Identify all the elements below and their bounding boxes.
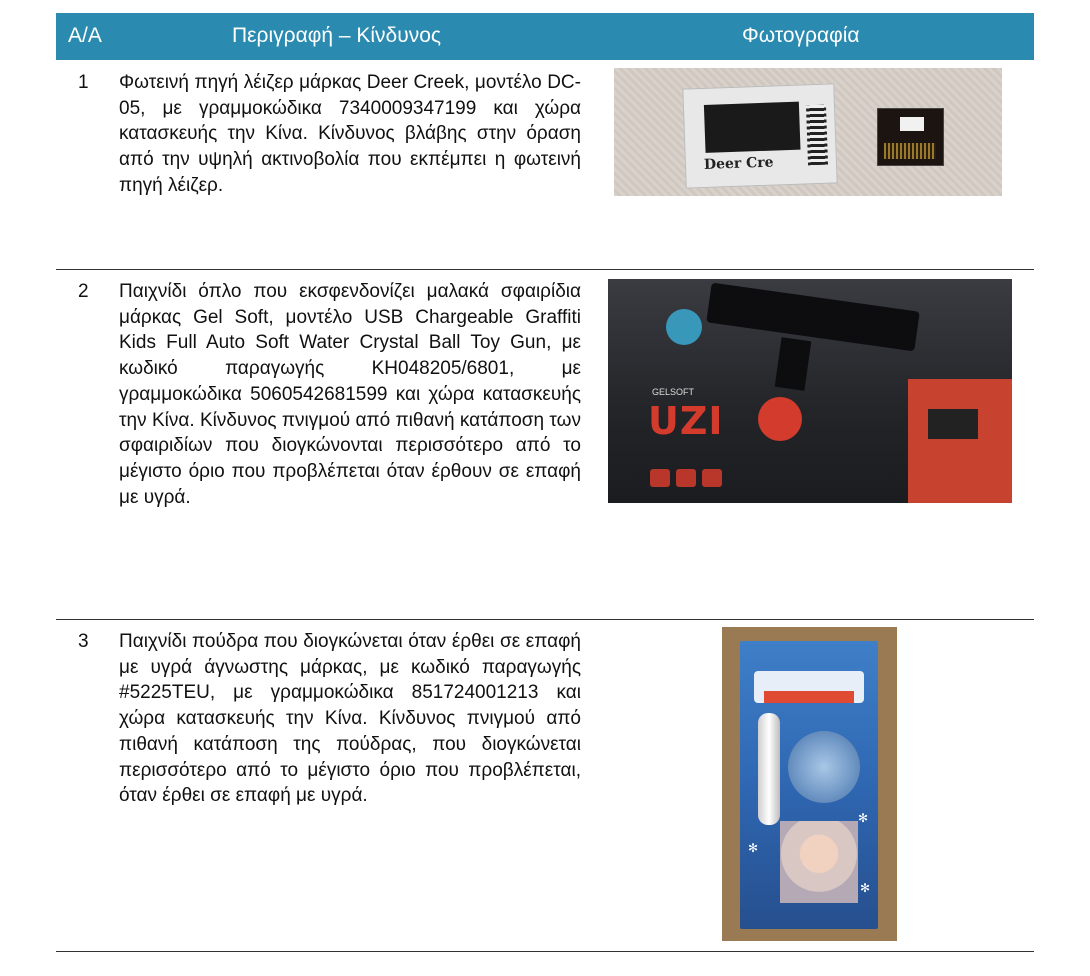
row-description: Φωτεινή πηγή λέιζερ μάρκας Deer Creek, μοντέλο DC-05, με γραμμοκώδικα 7340009347199 και χώρα κατασκευής την Κίνα. Κίνδυνος βλάβης στην όραση από την υψηλή ακτινοβολία που εκπέμπει η φωτεινή πηγή λέιζερ.	[119, 72, 581, 196]
blister-card: ✻ ✻ ✻	[740, 641, 878, 929]
target-graphic	[758, 397, 802, 441]
table-row	[56, 269, 1034, 620]
product-photo-powder	[722, 627, 897, 941]
laser-package	[682, 83, 837, 188]
child-photo	[780, 821, 858, 903]
table-row	[56, 60, 1034, 270]
row-number: 3	[78, 631, 89, 652]
row-description: Παιχνίδι πούδρα που διογκώνεται όταν έρθει σε επαφή με υγρά άγνωστης μάρκας, με κωδικό παραγωγής #5225TEU, με γραμμοκώδικα 851724001213 και χώρα κατασκευής την Κίνα. Κίνδυνος πνιγμού από πιθανή κατάποση της πούδρας, που διογκώνεται περισσότερο από το μέγιστο όριο που προβλέπεται, όταν έρθει σε επαφή με υγρά.	[119, 631, 581, 807]
splat-graphic	[666, 309, 702, 345]
laser-card	[877, 108, 944, 166]
package-brand-text: Deer Cre	[703, 154, 774, 173]
row-description: Παιχνίδι όπλο που εκσφενδονίζει μαλακά σφαιρίδια μάρκας Gel Soft, μοντέλο USB Chargeable Graffiti Kids Full Auto Soft Water Crystal Ball Toy Gun, με κωδικό παραγωγής KH048205/6801, με γραμμοκώδικα 5060542681599 και χώρα κατασκευής την Κίνα. Κίνδυνος πνιγμού από πιθανή κατάποση των σφαιριδίων που διογκώνονται περισσότερο από το μέγιστο όριο που προβλέπεται όταν έρθουν σε επαφή με υγρά.	[119, 281, 581, 508]
product-photo-laser	[614, 68, 1002, 196]
table-header	[56, 13, 1034, 60]
row-number: 2	[78, 281, 89, 302]
row-number: 1	[78, 72, 89, 93]
table-row	[56, 619, 1034, 952]
box-subtext: GELSOFT	[652, 387, 695, 397]
box-side-panel	[908, 379, 1012, 503]
header-photo: Φωτογραφία	[742, 24, 860, 47]
product-photo-toy-gun	[608, 279, 1012, 503]
powder-disc	[788, 731, 860, 803]
header-description: Περιγραφή – Κίνδυνος	[232, 24, 442, 47]
header-aa: Α/Α	[68, 24, 102, 47]
gun-silhouette	[706, 283, 920, 352]
powder-tube	[758, 713, 780, 825]
products-table	[56, 13, 1034, 895]
box-logo-text: UZI	[648, 399, 724, 443]
